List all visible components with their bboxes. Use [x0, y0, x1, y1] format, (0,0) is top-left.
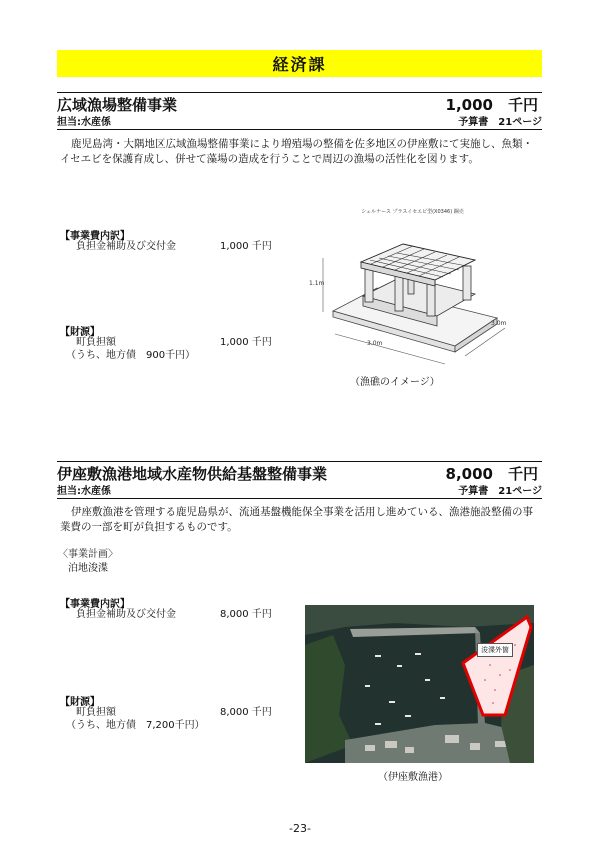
section1-fund-value: 1,000 千円	[220, 337, 272, 348]
section1-fund-heading: 【財源】	[60, 327, 100, 338]
section2-amount: 8,000 千円	[445, 465, 538, 483]
section2-owner: 担当:水産係	[57, 486, 111, 497]
section2-cost-item: 負担金補助及び交付金	[76, 609, 176, 620]
section2-fund-note: （うち、地方債 7,200千円）	[66, 720, 205, 731]
section2-budget-ref: 予算書 21ページ	[458, 486, 542, 497]
section2-plan-item: 泊地浚渫	[68, 563, 108, 574]
section1-budget-ref: 予算書 21ページ	[458, 117, 542, 128]
reef-label-top: シェルナース プラスイセエビ型(X0346) 鋼売	[361, 209, 464, 215]
section1-cost-item: 負担金補助及び交付金	[76, 241, 176, 252]
harbor-caption: （伊座敷漁港）	[378, 772, 448, 783]
section1-fund-item: 町負担額	[76, 337, 116, 348]
section1-amount: 1,000 千円	[445, 96, 538, 114]
department-banner	[57, 50, 542, 77]
harbor-photo	[305, 605, 534, 763]
section2-title: 伊座敷漁港地域水産物供給基盤整備事業	[57, 465, 328, 483]
section2-fund-value: 8,000 千円	[220, 707, 272, 718]
section2-subline	[57, 483, 542, 499]
harbor-drawing	[305, 605, 534, 763]
reef-illustration	[305, 208, 520, 368]
reef-caption: （漁礁のイメージ）	[350, 377, 440, 388]
reef-drawing	[305, 216, 520, 366]
department-title: 経済課	[272, 55, 327, 74]
section2-cost-value: 8,000 千円	[220, 609, 272, 620]
page-number: -23-	[289, 822, 311, 835]
section2-title-bar	[57, 461, 542, 484]
section1-description: 鹿児島湾・大隅地区広域漁場整備事業により増殖場の整備を佐多地区の伊座敷にて実施し、魚類・イセエビを保護育成し、併せて藻場の造成を行うことで周辺の漁場の活性化を図ります。	[60, 138, 533, 165]
section2-cost-heading: 【事業費内訳】	[60, 599, 130, 610]
section1-title-bar	[57, 92, 542, 115]
section1-title: 広域漁場整備事業	[57, 96, 178, 114]
section1-owner: 担当:水産係	[57, 117, 111, 128]
section2-fund-item: 町負担額	[76, 707, 116, 718]
section2-fund-heading: 【財源】	[60, 697, 100, 708]
reef-dim-depth: 3.0m	[491, 320, 507, 327]
section1-cost-heading: 【事業費内訳】	[60, 231, 130, 242]
section2-plan-heading: 〈事業計画〉	[58, 549, 118, 560]
section1-subline	[57, 114, 542, 130]
reef-dim-width: 3.0m	[367, 340, 383, 347]
section1-cost-value: 1,000 千円	[220, 241, 272, 252]
dredging-area-label: 浚渫外箇	[477, 643, 513, 657]
reef-dim-height: 1.1m	[309, 280, 325, 287]
section1-fund-note: （うち、地方債 900千円）	[66, 350, 196, 361]
section2-description: 伊座敷漁港を管理する鹿児島県が、流通基盤機能保全事業を活用し進めている、漁港施設整備の事業費の一部を町が負担するものです。	[60, 506, 533, 533]
